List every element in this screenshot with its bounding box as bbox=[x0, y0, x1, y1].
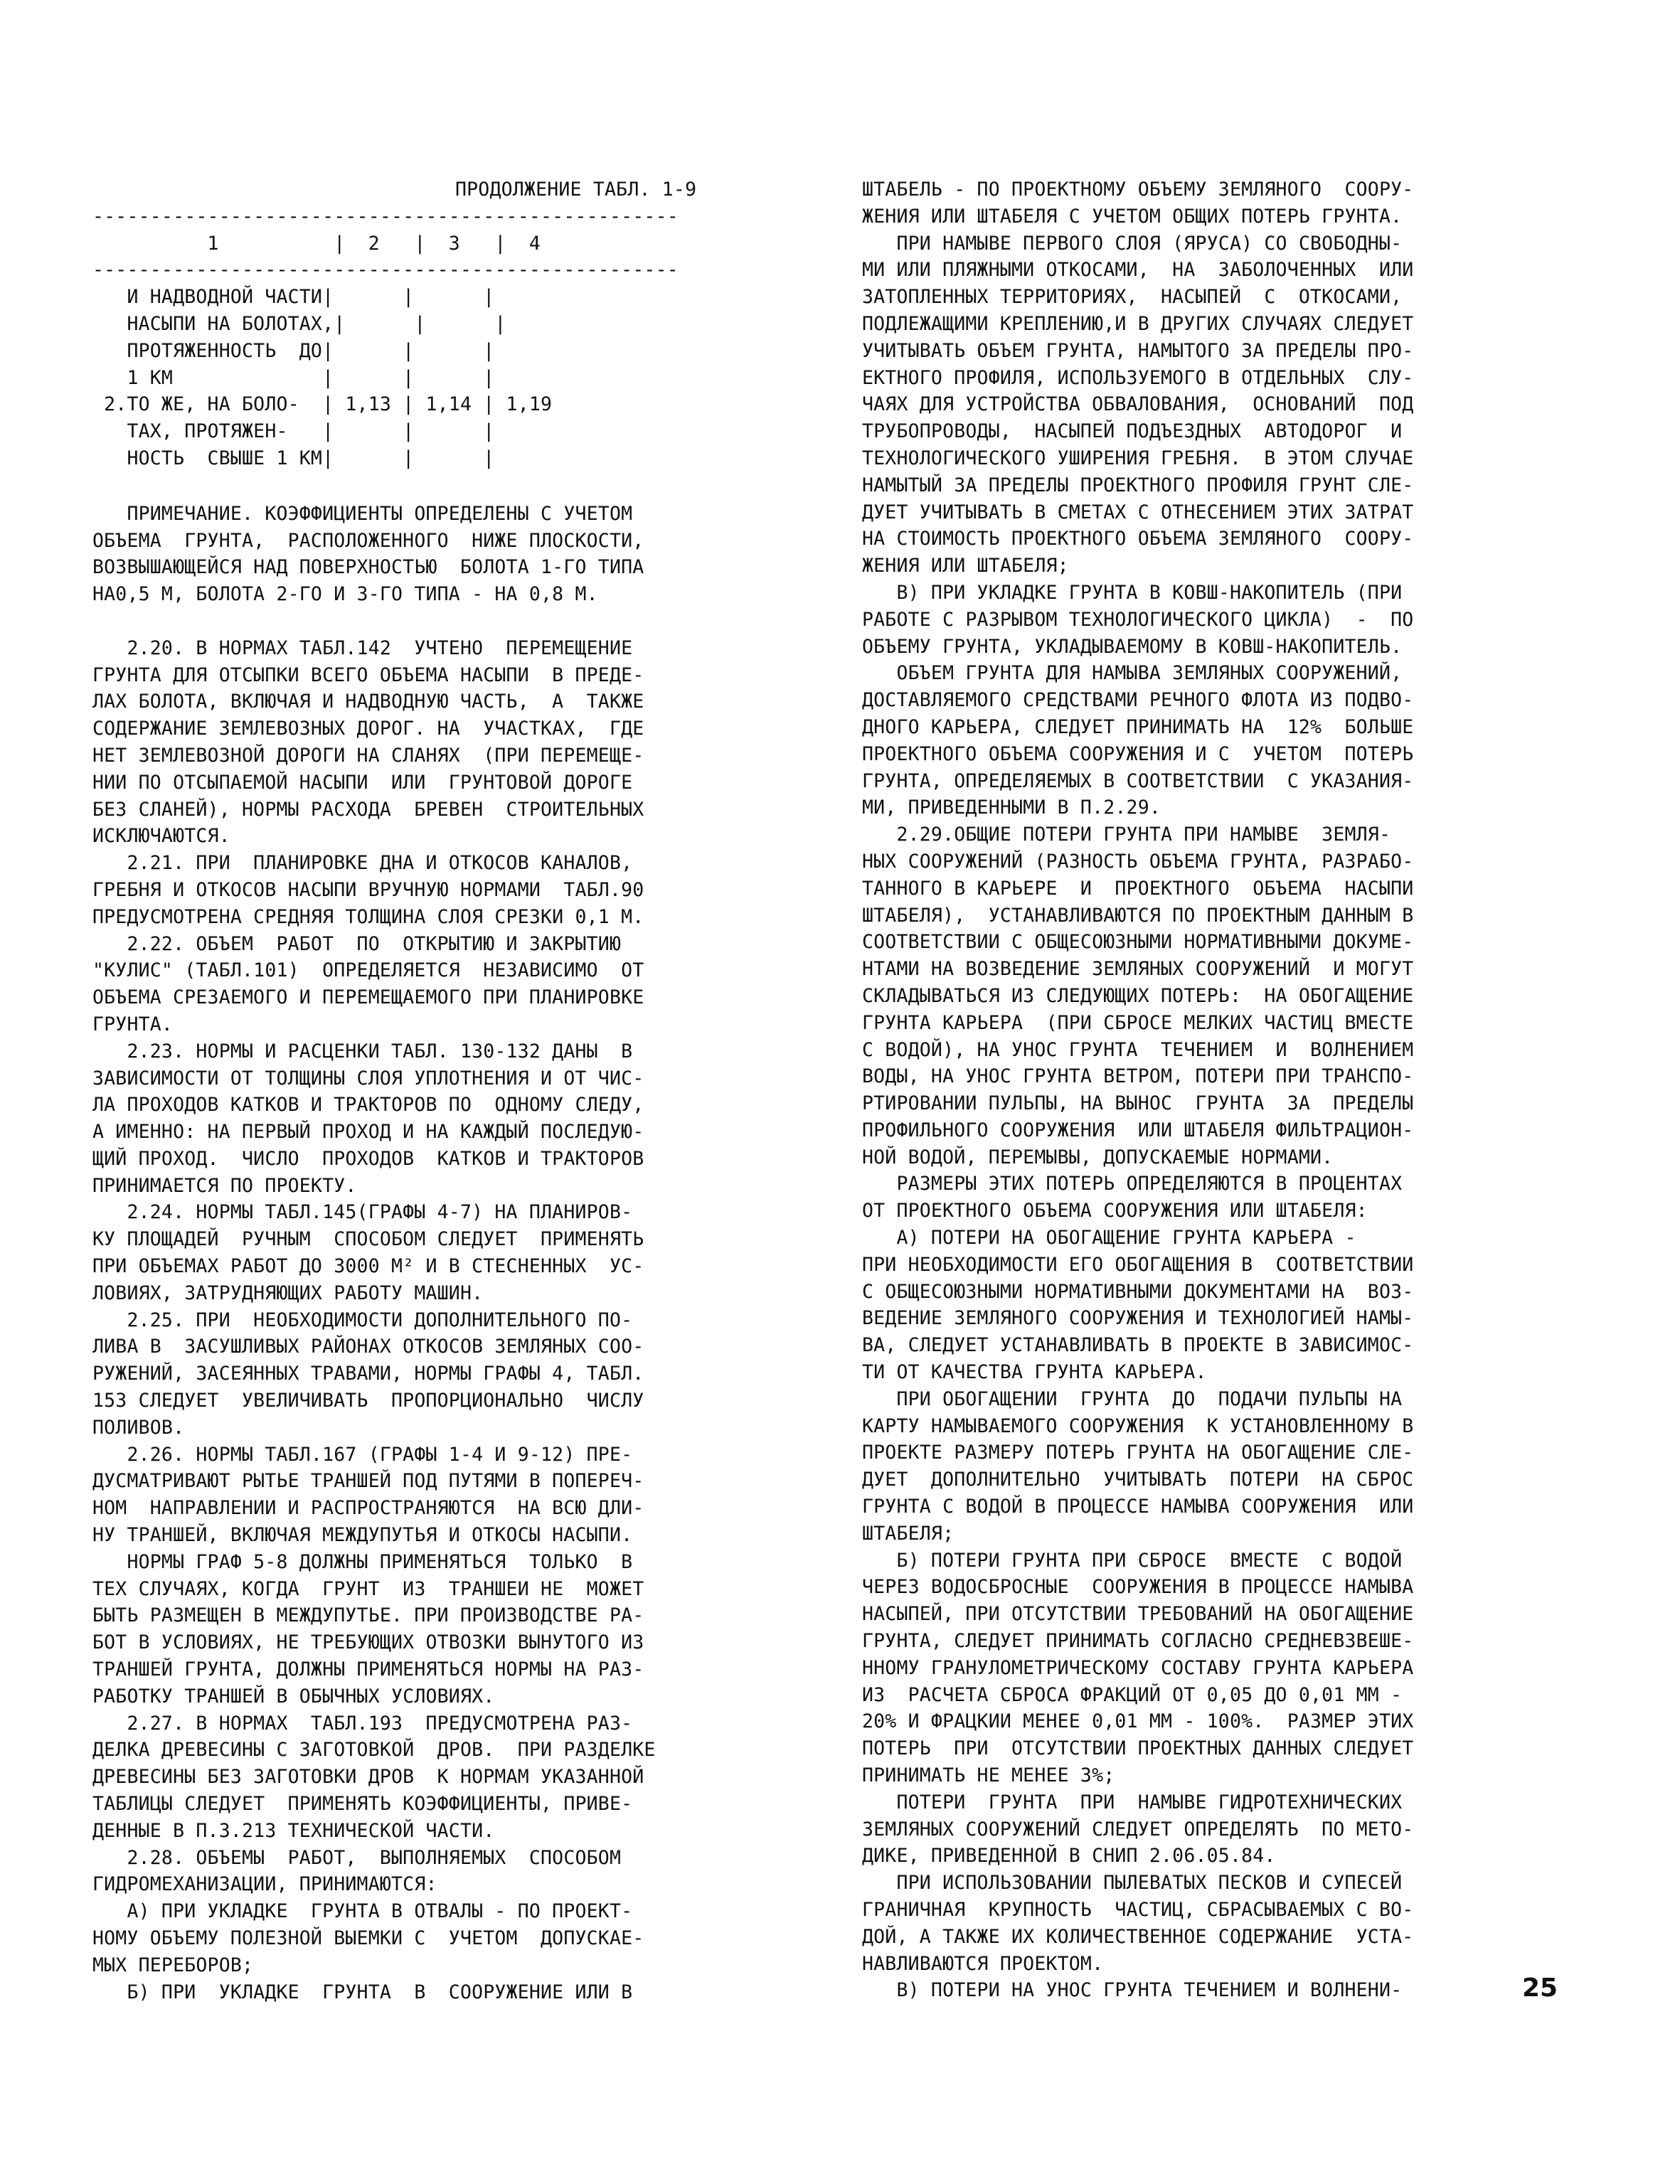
text-line: ЛА ПРОХОДОВ КАТКОВ И ТРАКТОРОВ ПО ОДНОМУ СЛЕДУ, bbox=[92, 1094, 644, 1117]
text-line: БОТ В УСЛОВИЯХ, НЕ ТРЕБУЮЩИХ ОТВОЗКИ ВЫНУТОГО ИЗ bbox=[92, 1631, 644, 1654]
text-line: ИСКЛЮЧАЮТСЯ. bbox=[92, 825, 230, 848]
text-line: МИ ИЛИ ПЛЯЖНЫМИ ОТКОСАМИ, НА ЗАБОЛОЧЕННЫХ ИЛИ bbox=[862, 259, 1414, 282]
text-line: ГРУНТА ДЛЯ ОТСЫПКИ ВСЕГО ОБЪЕМА НАСЫПИ В ПРЕДЕ- bbox=[92, 664, 644, 686]
text-line: ОБЪЕМ ГРУНТА ДЛЯ НАМЫВА ЗЕМЛЯНЫХ СООРУЖЕНИЙ, bbox=[862, 662, 1403, 685]
text-line: РТИРОВАНИИ ПУЛЬПЫ, НА ВЫНОС ГРУНТА ЗА ПРЕДЕЛЫ bbox=[862, 1092, 1414, 1115]
text-line bbox=[92, 608, 804, 635]
text-line: ДОЙ, А ТАКЖЕ ИХ КОЛИЧЕСТВЕННОЕ СОДЕРЖАНИЕ УСТА- bbox=[862, 1925, 1414, 1948]
text-line: ЖЕНИЯ ИЛИ ШТАБЕЛЯ; bbox=[862, 555, 1069, 577]
left-column bbox=[92, 176, 804, 2005]
text-line: ПРОЕКТНОГО ОБЪЕМА СООРУЖЕНИЯ И С УЧЕТОМ ПОТЕРЬ bbox=[862, 742, 1414, 765]
text-line: ТРАНШЕЙ ГРУНТА, ДОЛЖНЫ ПРИМЕНЯТЬСЯ НОРМЫ НА РАЗ- bbox=[92, 1658, 644, 1681]
text-line: Б) ПРИ УКЛАДКЕ ГРУНТА В СООРУЖЕНИЕ ИЛИ В bbox=[92, 1981, 633, 2003]
text-line: 2.23. НОРМЫ И РАСЦЕНКИ ТАБЛ. 130-132 ДАНЫ В bbox=[92, 1040, 633, 1062]
text-line: ВА, СЛЕДУЕТ УСТАНАВЛИВАТЬ В ПРОЕКТЕ В ЗАВИСИМОС- bbox=[862, 1334, 1414, 1357]
text-line: НЫХ СООРУЖЕНИЙ (РАЗНОСТЬ ОБЪЕМА ГРУНТА, РАЗРАБО- bbox=[862, 850, 1414, 873]
text-line: НОМУ ОБЪЕМУ ПОЛЕЗНОЙ ВЫЕМКИ С УЧЕТОМ ДОПУСКАЕ- bbox=[92, 1927, 644, 1949]
text-line: А ИМЕННО: НА ПЕРВЫЙ ПРОХОД И НА КАЖДЫЙ ПОСЛЕДУЮ- bbox=[92, 1121, 644, 1144]
text-line: НОЙ ВОДОЙ, ПЕРЕМЫВЫ, ДОПУСКАЕМЫЕ НОРМАМИ. bbox=[862, 1146, 1334, 1168]
text-line: ШТАБЕЛЬ - ПО ПРОЕКТНОМУ ОБЪЕМУ ЗЕМЛЯНОГО СООРУ- bbox=[862, 179, 1414, 201]
text-line: 2.24. НОРМЫ ТАБЛ.145(ГРАФЫ 4-7) НА ПЛАНИРОВ- bbox=[92, 1201, 633, 1224]
right-text bbox=[862, 176, 1573, 2004]
text-line: ГРАНИЧНАЯ КРУПНОСТЬ ЧАСТИЦ, СБРАСЫВАЕМЫХ С ВО- bbox=[862, 1899, 1414, 1921]
text-line: УЧИТЫВАТЬ ОБЪЕМ ГРУНТА, НАМЫТОГО ЗА ПРЕДЕЛЫ ПРО- bbox=[862, 339, 1414, 362]
text-line: ВОДЫ, НА УНОС ГРУНТА ВЕТРОМ, ПОТЕРИ ПРИ ТРАНСПО- bbox=[862, 1065, 1414, 1088]
text-line: ГРУНТА, ОПРЕДЕЛЯЕМЫХ В СООТВЕТСТВИИ С УКАЗАНИЯ- bbox=[862, 769, 1414, 792]
text-line: ПРИНИМАЕТСЯ ПО ПРОЕКТУ. bbox=[92, 1174, 357, 1197]
text-line: ТАБЛИЦЫ СЛЕДУЕТ ПРИМЕНЯТЬ КОЭФФИЦИЕНТЫ, ПРИВЕ- bbox=[92, 1793, 633, 1816]
text-line: ГРУНТА. bbox=[92, 1013, 174, 1035]
table-row: 1 КМ | | | bbox=[92, 366, 495, 389]
text-line: ПРИ ИСПОЛЬЗОВАНИИ ПЫЛЕВАТЫХ ПЕСКОВ И СУПЕСЕЙ bbox=[862, 1872, 1403, 1895]
text-line: ГРУНТА КАРЬЕРА (ПРИ СБРОСЕ МЕЛКИХ ЧАСТИЦ ВМЕСТЕ bbox=[862, 1011, 1414, 1034]
text-line: ПОЛИВОВ. bbox=[92, 1416, 185, 1439]
text-line: 2.22. ОБЪЕМ РАБОТ ПО ОТКРЫТИЮ И ЗАКРЫТИЮ bbox=[92, 932, 622, 955]
text-line: ДУСМАТРИВАЮТ РЫТЬЕ ТРАНШЕЙ ПОД ПУТЯМИ В ПОПЕРЕЧ- bbox=[92, 1470, 644, 1493]
text-line: ПОТЕРЬ ПРИ ОТСУТСТВИИ ПРОЕКТНЫХ ДАННЫХ СЛЕДУЕТ bbox=[862, 1737, 1414, 1760]
text-line: НОРМЫ ГРАФ 5-8 ДОЛЖНЫ ПРИМЕНЯТЬСЯ ТОЛЬКО В bbox=[92, 1550, 633, 1573]
text-line: ПОДЛЕЖАЩИМИ КРЕПЛЕНИЮ,И В ДРУГИХ СЛУЧАЯХ СЛЕДУЕТ bbox=[862, 312, 1414, 335]
text-line: НАВЛИВАЮТСЯ ПРОЕКТОМ. bbox=[862, 1952, 1104, 1975]
text-line: ДИКЕ, ПРИВЕДЕННОЙ В СНИП 2.06.05.84. bbox=[862, 1845, 1276, 1868]
text-line: С ВОДОЙ), НА УНОС ГРУНТА ТЕЧЕНИЕМ И ВОЛНЕНИЕМ bbox=[862, 1038, 1414, 1061]
text-line: ДУЕТ ДОПОЛНИТЕЛЬНО УЧИТЫВАТЬ ПОТЕРИ НА СБРОС bbox=[862, 1469, 1414, 1491]
right-column bbox=[862, 176, 1573, 2004]
text-line: НАМЫТЫЙ ЗА ПРЕДЕЛЫ ПРОЕКТНОГО ПРОФИЛЯ ГРУНТ СЛЕ- bbox=[862, 474, 1414, 496]
text-line: ЛОВИЯХ, ЗАТРУДНЯЮЩИХ РАБОТУ МАШИН. bbox=[92, 1282, 484, 1304]
text-line: ТЕХНОЛОГИЧЕСКОГО УШИРЕНИЯ ГРЕБНЯ. В ЭТОМ СЛУЧАЕ bbox=[862, 447, 1414, 469]
text-line: ОБЪЕМА СРЕЗАЕМОГО И ПЕРЕМЕЩАЕМОГО ПРИ ПЛАНИРОВКЕ bbox=[92, 986, 644, 1009]
text-line: ЗЕМЛЯНЫХ СООРУЖЕНИЙ СЛЕДУЕТ ОПРЕДЕЛЯТЬ ПО МЕТО- bbox=[862, 1818, 1414, 1841]
text-line: ОБЪЕМУ ГРУНТА, УКЛАДЫВАЕМОМУ В КОВШ-НАКОПИТЕЛЬ. bbox=[862, 635, 1403, 658]
text-line: ПРОЕКТЕ РАЗМЕРУ ПОТЕРЬ ГРУНТА НА ОБОГАЩЕНИЕ СЛЕ- bbox=[862, 1442, 1414, 1464]
text-line: ЧАЯХ ДЛЯ УСТРОЙСТВА ОБВАЛОВАНИЯ, ОСНОВАНИЙ ПОД bbox=[862, 393, 1414, 416]
text-line: ПРЕДУСМОТРЕНА СРЕДНЯЯ ТОЛЩИНА СЛОЯ СРЕЗКИ 0,1 М. bbox=[92, 905, 644, 928]
table-row: И НАДВОДНОЙ ЧАСТИ| | | bbox=[92, 286, 495, 309]
table-rule-header: --------------------------------------------------- bbox=[92, 259, 679, 282]
text-line: ЧЕРЕЗ ВОДОСБРОСНЫЕ СООРУЖЕНИЯ В ПРОЦЕССЕ НАМЫВА bbox=[862, 1576, 1414, 1599]
text-line: 2.25. ПРИ НЕОБХОДИМОСТИ ДОПОЛНИТЕЛЬНОГО ПО- bbox=[92, 1309, 633, 1331]
text-line: ОТ ПРОЕКТНОГО ОБЪЕМА СООРУЖЕНИЯ ИЛИ ШТАБЕЛЯ: bbox=[862, 1200, 1368, 1222]
text-line: БЕЗ СЛАНЕЙ), НОРМЫ РАСХОДА БРЕВЕН СТРОИТЕЛЬНЫХ bbox=[92, 798, 644, 821]
text-line: А) ПРИ УКЛАДКЕ ГРУНТА В ОТВАЛЫ - ПО ПРОЕКТ- bbox=[92, 1900, 633, 1923]
text-line: Б) ПОТЕРИ ГРУНТА ПРИ СБРОСЕ ВМЕСТЕ С ВОДОЙ bbox=[862, 1549, 1403, 1572]
text-line: ДНОГО КАРЬЕРА, СЛЕДУЕТ ПРИНИМАТЬ НА 12% БОЛЬШЕ bbox=[862, 715, 1414, 738]
text-line: НИИ ПО ОТСЫПАЕМОЙ НАСЫПИ ИЛИ ГРУНТОВОЙ ДОРОГЕ bbox=[92, 771, 633, 794]
text-line: ГРУНТА С ВОДОЙ В ПРОЦЕССЕ НАМЫВА СООРУЖЕНИЯ ИЛИ bbox=[862, 1496, 1414, 1518]
table-rule-top: --------------------------------------------------- bbox=[92, 205, 679, 228]
table-gap bbox=[92, 472, 804, 501]
text-line: ВЕДЕНИЕ ЗЕМЛЯНОГО СООРУЖЕНИЯ И ТЕХНОЛОГИЕЙ НАМЫ- bbox=[862, 1307, 1414, 1330]
text-line: РАБОТЕ С РАЗРЫВОМ ТЕХНОЛОГИЧЕСКОГО ЦИКЛА) - ПО bbox=[862, 608, 1414, 631]
text-line: СКЛАДЫВАТЬСЯ ИЗ СЛЕДУЮЩИХ ПОТЕРЬ: НА ОБОГАЩЕНИЕ bbox=[862, 984, 1414, 1007]
text-line: 20% И ФРАЦКИИ МЕНЕЕ 0,01 ММ - 100%. РАЗМЕР ЭТИХ bbox=[862, 1710, 1414, 1733]
text-line: 2.27. В НОРМАХ ТАБЛ.193 ПРЕДУСМОТРЕНА РАЗ- bbox=[92, 1712, 633, 1735]
text-line: В) ПРИ УКЛАДКЕ ГРУНТА В КОВШ-НАКОПИТЕЛЬ (ПРИ bbox=[862, 581, 1403, 604]
table-row: НАСЫПИ НА БОЛОТАХ,| | | bbox=[92, 312, 506, 335]
text-line: 153 СЛЕДУЕТ УВЕЛИЧИВАТЬ ПРОПОРЦИОНАЛЬНО ЧИСЛУ bbox=[92, 1390, 644, 1412]
table-body bbox=[92, 284, 804, 472]
text-line: ОБЪЕМА ГРУНТА, РАСПОЛОЖЕННОГО НИЖЕ ПЛОСКОСТИ, bbox=[92, 529, 644, 552]
text-line: ДЕННЫЕ В П.3.213 ТЕХНИЧЕСКОЙ ЧАСТИ. bbox=[92, 1819, 495, 1842]
text-line: РУЖЕНИЙ, ЗАСЕЯННЫХ ТРАВАМИ, НОРМЫ ГРАФЫ 4, ТАБЛ. bbox=[92, 1363, 644, 1385]
table-row: НОСТЬ СВЫШЕ 1 КМ| | | bbox=[92, 447, 495, 469]
text-line: ПРИМЕЧАНИЕ. КОЭФФИЦИЕНТЫ ОПРЕДЕЛЕНЫ С УЧЕТОМ bbox=[92, 502, 633, 525]
text-line: НА0,5 М, БОЛОТА 2-ГО И 3-ГО ТИПА - НА 0,8 М. bbox=[92, 583, 598, 606]
text-line: ЩИЙ ПРОХОД. ЧИСЛО ПРОХОДОВ КАТКОВ И ТРАКТОРОВ bbox=[92, 1147, 644, 1170]
text-line: ВОЗВЫШАЮЩЕЙСЯ НАД ПОВЕРХНОСТЬЮ БОЛОТА 1-ГО ТИПА bbox=[92, 556, 644, 579]
text-line: ТЕХ СЛУЧАЯХ, КОГДА ГРУНТ ИЗ ТРАНШЕИ НЕ МОЖЕТ bbox=[92, 1577, 644, 1600]
text-line: КУ ПЛОЩАДЕЙ РУЧНЫМ СПОСОБОМ СЛЕДУЕТ ПРИМЕНЯТЬ bbox=[92, 1228, 644, 1251]
text-line: ТРУБОПРОВОДЫ, НАСЫПЕЙ ПОДЪЕЗДНЫХ АВТОДОРОГ И bbox=[862, 420, 1403, 443]
text-line: ЛИВА В ЗАСУШЛИВЫХ РАЙОНАХ ОТКОСОВ ЗЕМЛЯНЫХ СОО- bbox=[92, 1336, 644, 1358]
text-line: КАРТУ НАМЫВАЕМОГО СООРУЖЕНИЯ К УСТАНОВЛЕННОМУ В bbox=[862, 1415, 1414, 1437]
text-line: НАСЫПЕЙ, ПРИ ОТСУТСТВИИ ТРЕБОВАНИЙ НА ОБОГАЩЕНИЕ bbox=[862, 1603, 1414, 1626]
text-line: ПРИ НАМЫВЕ ПЕРВОГО СЛОЯ (ЯРУСА) СО СВОБОДНЫ- bbox=[862, 232, 1403, 255]
text-line: ННОМУ ГРАНУЛОМЕТРИЧЕСКОМУ СОСТАВУ ГРУНТА КАРЬЕРА bbox=[862, 1656, 1414, 1679]
text-line: ПРИНИМАТЬ НЕ МЕНЕЕ 3%; bbox=[862, 1764, 1115, 1787]
text-line: СООТВЕТСТВИИ С ОБЩЕСОЮЗНЫМИ НОРМАТИВНЫМИ ДОКУМЕ- bbox=[862, 931, 1414, 954]
text-line: ЗАВИСИМОСТИ ОТ ТОЛЩИНЫ СЛОЯ УПЛОТНЕНИЯ И ОТ ЧИС- bbox=[92, 1067, 644, 1090]
text-line: ТИ ОТ КАЧЕСТВА ГРУНТА КАРЬЕРА. bbox=[862, 1361, 1207, 1384]
table-row: ПРОТЯЖЕННОСТЬ ДО| | | bbox=[92, 339, 495, 362]
text-line: ДРЕВЕСИНЫ БЕЗ ЗАГОТОВКИ ДРОВ К НОРМАМ УКАЗАННОЙ bbox=[92, 1766, 644, 1789]
text-line: 2.21. ПРИ ПЛАНИРОВКЕ ДНА И ОТКОСОВ КАНАЛОВ, bbox=[92, 852, 633, 875]
text-line: ГИДРОМЕХАНИЗАЦИИ, ПРИНИМАЮТСЯ: bbox=[92, 1873, 437, 1896]
text-line: ПРИ ОБЪЕМАХ РАБОТ ДО 3000 М² И В СТЕСНЕННЫХ УС- bbox=[92, 1255, 644, 1278]
text-line: РАЗМЕРЫ ЭТИХ ПОТЕРЬ ОПРЕДЕЛЯЮТСЯ В ПРОЦЕНТАХ bbox=[862, 1173, 1403, 1195]
text-line: НУ ТРАНШЕЙ, ВКЛЮЧАЯ МЕЖДУПУТЬЯ И ОТКОСЫ НАСЫПИ. bbox=[92, 1524, 633, 1547]
text-line: ШТАБЕЛЯ), УСТАНАВЛИВАЮТСЯ ПО ПРОЕКТНЫМ ДАННЫМ В bbox=[862, 904, 1414, 927]
text-line: ДЕЛКА ДРЕВЕСИНЫ С ЗАГОТОВКОЙ ДРОВ. ПРИ РАЗДЕЛКЕ bbox=[92, 1739, 656, 1762]
text-line: А) ПОТЕРИ НА ОБОГАЩЕНИЕ ГРУНТА КАРЬЕРА - bbox=[862, 1227, 1356, 1250]
text-line: РАБОТКУ ТРАНШЕЙ В ОБЫЧНЫХ УСЛОВИЯХ. bbox=[92, 1685, 495, 1708]
text-line: ПРИ НЕОБХОДИМОСТИ ЕГО ОБОГАЩЕНИЯ В СООТВЕТСТВИИ bbox=[862, 1253, 1414, 1276]
text-line: ТАННОГО В КАРЬЕРЕ И ПРОЕКТНОГО ОБЪЕМА НАСЫПИ bbox=[862, 877, 1414, 900]
text-line: ШТАБЕЛЯ; bbox=[862, 1522, 955, 1545]
text-line: ЕКТНОГО ПРОФИЛЯ, ИСПОЛЬЗУЕМОГО В ОТДЕЛЬНЫХ СЛУ- bbox=[862, 366, 1414, 389]
text-line: ПРОФИЛЬНОГО СООРУЖЕНИЯ ИЛИ ШТАБЕЛЯ ФИЛЬТРАЦИОН- bbox=[862, 1119, 1414, 1141]
text-line: "КУЛИС" (ТАБЛ.101) ОПРЕДЕЛЯЕТСЯ НЕЗАВИСИМО ОТ bbox=[92, 959, 644, 982]
text-line: МИ, ПРИВЕДЕННЫМИ В П.2.29. bbox=[862, 797, 1161, 819]
text-line: ПОТЕРИ ГРУНТА ПРИ НАМЫВЕ ГИДРОТЕХНИЧЕСКИХ bbox=[862, 1791, 1403, 1813]
text-line: НОМ НАПРАВЛЕНИИ И РАСПРОСТРАНЯЮТСЯ НА ВСЮ ДЛИ- bbox=[92, 1497, 644, 1520]
text-line: МЫХ ПЕРЕБОРОВ; bbox=[92, 1954, 254, 1976]
text-line: ПРИ ОБОГАЩЕНИИ ГРУНТА ДО ПОДАЧИ ПУЛЬПЫ НА bbox=[862, 1387, 1403, 1410]
text-line: ЛАХ БОЛОТА, ВКЛЮЧАЯ И НАДВОДНУЮ ЧАСТЬ, А ТАКЖЕ bbox=[92, 691, 644, 713]
text-line: НЕТ ЗЕМЛЕВОЗНОЙ ДОРОГИ НА СЛАНЯХ (ПРИ ПЕРЕМЕЩЕ- bbox=[92, 744, 644, 767]
text-line: 2.29.ОБЩИЕ ПОТЕРИ ГРУНТА ПРИ НАМЫВЕ ЗЕМЛЯ- bbox=[862, 824, 1391, 846]
table-caption: ПРОДОЛЖЕНИЕ ТАБЛ. 1-9 bbox=[455, 179, 697, 201]
text-line: ЗАТОПЛЕННЫХ ТЕРРИТОРИЯХ, НАСЫПЕЙ С ОТКОСАМИ, bbox=[862, 286, 1403, 309]
text-line: БЫТЬ РАЗМЕЩЕН В МЕЖДУПУТЬЕ. ПРИ ПРОИЗВОДСТВЕ РА- bbox=[92, 1604, 644, 1627]
text-line: НТАМИ НА ВОЗВЕДЕНИЕ ЗЕМЛЯНЫХ СООРУЖЕНИЙ И МОГУТ bbox=[862, 958, 1414, 981]
text-line: ДОСТАВЛЯЕМОГО СРЕДСТВАМИ РЕЧНОГО ФЛОТА ИЗ ПОДВО- bbox=[862, 689, 1414, 712]
text-line: 2.26. НОРМЫ ТАБЛ.167 (ГРАФЫ 1-4 И 9-12) ПРЕ- bbox=[92, 1443, 633, 1466]
text-line: ИЗ РАСЧЕТА СБРОСА ФРАКЦИЙ ОТ 0,05 ДО 0,01 ММ - bbox=[862, 1683, 1403, 1706]
table-row: ТАХ, ПРОТЯЖЕН- | | | bbox=[92, 420, 495, 443]
table-header: 1 | 2 | 3 | 4 bbox=[92, 232, 541, 255]
text-line: СОДЕРЖАНИЕ ЗЕМЛЕВОЗНЫХ ДОРОГ. НА УЧАСТКАХ, ГДЕ bbox=[92, 718, 644, 740]
text-line: 2.28. ОБЪЕМЫ РАБОТ, ВЫПОЛНЯЕМЫХ СПОСОБОМ bbox=[92, 1846, 622, 1869]
text-line: ДУЕТ УЧИТЫВАТЬ В СМЕТАХ С ОТНЕСЕНИЕМ ЭТИХ ЗАТРАТ bbox=[862, 501, 1414, 523]
table-row: 2.ТО ЖЕ, НА БОЛО- | 1,13 | 1,14 | 1,19 bbox=[92, 393, 553, 416]
text-line: ГРЕБНЯ И ОТКОСОВ НАСЫПИ ВРУЧНУЮ НОРМАМИ ТАБЛ.90 bbox=[92, 878, 644, 901]
left-text bbox=[92, 501, 804, 2006]
page-number: 25 bbox=[1522, 1973, 1558, 2003]
text-line: ЖЕНИЯ ИЛИ ШТАБЕЛЯ С УЧЕТОМ ОБЩИХ ПОТЕРЬ ГРУНТА. bbox=[862, 205, 1403, 228]
text-line: ГРУНТА, СЛЕДУЕТ ПРИНИМАТЬ СОГЛАСНО СРЕДНЕВЗВЕШЕ- bbox=[862, 1630, 1414, 1653]
text-line: С ОБЩЕСОЮЗНЫМИ НОРМАТИВНЫМИ ДОКУМЕНТАМИ НА ВОЗ- bbox=[862, 1280, 1414, 1303]
text-line: НА СТОИМОСТЬ ПРОЕКТНОГО ОБЪЕМА ЗЕМЛЯНОГО СООРУ- bbox=[862, 528, 1414, 550]
text-line: В) ПОТЕРИ НА УНОС ГРУНТА ТЕЧЕНИЕМ И ВОЛНЕНИ- bbox=[862, 1979, 1403, 2002]
text-line: 2.20. В НОРМАХ ТАБЛ.142 УЧТЕНО ПЕРЕМЕЩЕНИЕ bbox=[92, 636, 633, 659]
